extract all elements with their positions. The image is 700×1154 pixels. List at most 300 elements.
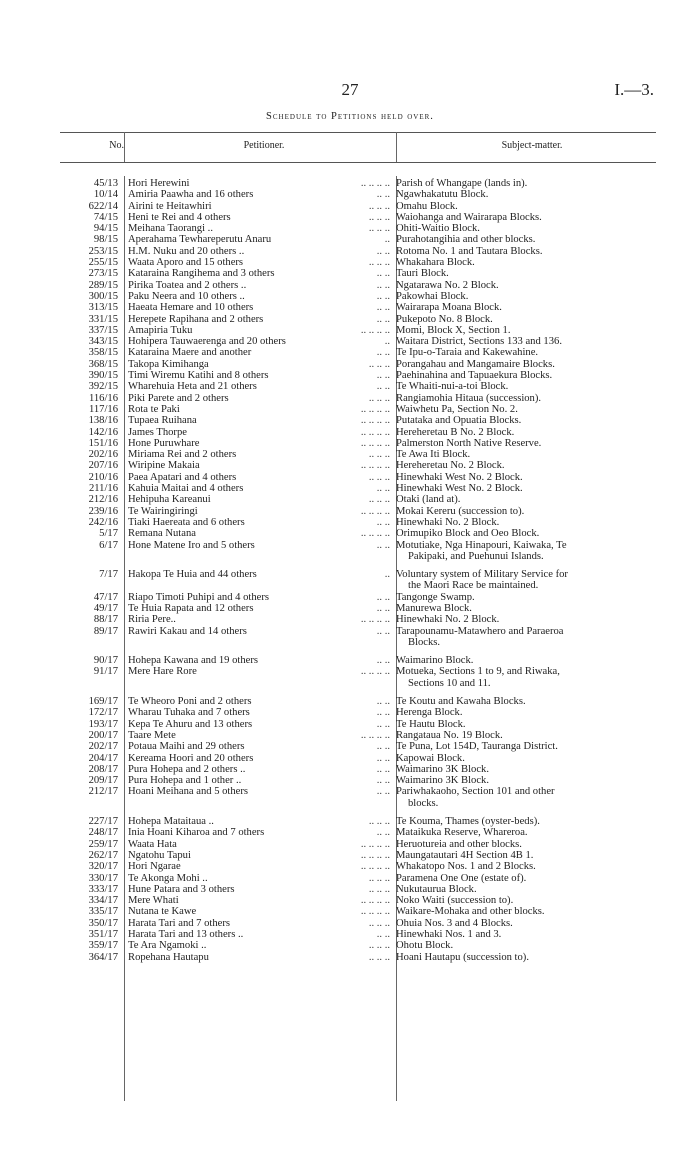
table-row [60, 268, 656, 279]
table-row [60, 666, 656, 689]
subject-cell [390, 719, 646, 730]
petition-number: 300/15 [88, 290, 118, 302]
petitioner-name: Te Huia Rapata and 12 others [128, 602, 254, 614]
subject-line: Waiwhetu Pa, Section No. 2. [396, 403, 518, 415]
table-row [60, 528, 656, 539]
petitioner-cell [124, 906, 390, 917]
leader-dots: .. .. .. .. [360, 178, 390, 189]
leader-dots: .. .. .. [368, 449, 390, 461]
leader-dots: .. .. [376, 245, 390, 257]
subject-cell [390, 827, 646, 838]
petition-number: 116/16 [88, 392, 118, 404]
leader-dots: .. .. .. .. [360, 666, 390, 678]
table-row [60, 696, 656, 707]
table-row [60, 347, 656, 358]
petitioner-name: James Thorpe [128, 426, 187, 438]
petitioner-name: Miriama Rei and 2 others [128, 449, 237, 461]
subject-cell [390, 268, 646, 279]
petitioner-name: Wharau Tuhaka and 7 others [128, 707, 250, 719]
petitioner-name: Harata Tari and 13 others .. [128, 929, 244, 940]
leader-dots: .. .. [376, 655, 390, 667]
subject-line: Wairarapa Moana Block. [396, 302, 502, 314]
petitioner-name: Hohepa Kawana and 19 others [128, 655, 259, 667]
petitioner-name: Timi Wiremu Katihi and 8 others [128, 370, 269, 382]
petition-number: 227/17 [88, 816, 118, 828]
table-row [60, 719, 656, 730]
petitions-table-body [60, 178, 656, 963]
petitioner-cell [124, 940, 390, 951]
subject-line: Ohotu Block. [396, 940, 454, 952]
leader-dots: .. .. [376, 290, 390, 302]
petitioner-name: Paku Neera and 10 others .. [128, 290, 245, 302]
petition-number: 47/17 [93, 591, 118, 603]
petition-number: 98/15 [93, 234, 118, 246]
petition-number: 622/14 [88, 200, 118, 212]
petitioner-name: Kereama Hoori and 20 others [128, 752, 254, 764]
subject-line: Rotoma No. 1 and Tautara Blocks. [396, 245, 543, 257]
leader-dots: .. .. [376, 539, 390, 551]
table-row [60, 861, 656, 872]
subject-line: Rangataua No. 19 Block. [396, 729, 503, 741]
table-row [60, 415, 656, 426]
subject-line: Te Puna, Lot 154D, Tauranga District. [396, 741, 558, 753]
subject-cell [390, 655, 646, 666]
petitioner-name: Wiripine Makaia [128, 460, 200, 472]
table-row [60, 753, 656, 764]
subject-cell [390, 370, 646, 381]
subject-cell [390, 603, 646, 614]
petitioner-name: Rota te Paki [128, 403, 180, 415]
petitioner-cell [124, 370, 390, 381]
table-row [60, 178, 656, 189]
subject-cell [390, 528, 646, 539]
subject-cell [390, 816, 646, 827]
subject-cell [390, 614, 646, 625]
subject-line: Waimarino 3K Block. [396, 775, 489, 787]
subject-cell [390, 427, 646, 438]
petitioner-cell [124, 884, 390, 895]
table-row [60, 906, 656, 917]
leader-dots: .. .. .. .. [360, 861, 390, 873]
petitioner-cell [124, 839, 390, 850]
subject-cell [390, 212, 646, 223]
petition-number: 242/16 [88, 516, 118, 528]
petition-number: 351/17 [88, 929, 118, 940]
table-row [60, 189, 656, 200]
petitioner-cell [124, 850, 390, 861]
petitioner-name: Potaua Maihi and 29 others [128, 741, 245, 753]
petitioner-name: Kepa Te Ahuru and 13 others [128, 718, 253, 730]
petitioner-name: Pura Hohepa and 1 other .. [128, 775, 242, 787]
table-row [60, 302, 656, 313]
leader-dots: .. [384, 234, 390, 246]
subject-cell [390, 234, 646, 245]
subject-cell [390, 223, 646, 234]
petitioner-cell [124, 302, 390, 313]
petitioner-cell [124, 592, 390, 603]
subject-cell [390, 775, 646, 786]
petitioner-cell [124, 393, 390, 404]
subject-cell [390, 178, 646, 189]
table-row [60, 741, 656, 752]
leader-dots: .. .. .. .. [360, 729, 390, 741]
subject-line: Hinewhaki Nos. 1 and 3. [396, 929, 502, 940]
table-row [60, 873, 656, 884]
petition-number: 117/16 [88, 403, 118, 415]
table-row [60, 381, 656, 392]
subject-line: Pukepoto No. 8 Block. [396, 313, 493, 325]
petitioner-cell [124, 347, 390, 358]
table-row [60, 404, 656, 415]
petitioner-cell [124, 234, 390, 245]
petitioner-name: H.M. Nuku and 20 others .. [128, 245, 245, 257]
subject-cell [390, 381, 646, 392]
table-row [60, 540, 656, 563]
subject-line: Ngawhakatutu Block. [396, 189, 489, 201]
petition-number: 262/17 [88, 849, 118, 861]
subject-line: Waikare-Mohaka and other blocks. [396, 906, 545, 918]
petitioner-cell [124, 764, 390, 775]
petitioner-cell [124, 483, 390, 494]
petitioner-name: Riria Pere.. [128, 614, 176, 626]
subject-line: Porangahau and Mangamaire Blocks. [396, 358, 555, 370]
subject-cell [390, 347, 646, 358]
subject-cell [390, 280, 646, 291]
petitioner-name: Hune Patara and 3 others [128, 883, 235, 895]
subject-line: Te Kouma, Thames (oyster-beds). [396, 816, 540, 828]
column-divider [396, 132, 397, 162]
subject-cell [390, 839, 646, 850]
petitioner-cell [124, 246, 390, 257]
petitioner-name: Ropehana Hautapu [128, 951, 209, 963]
petitioner-cell [124, 517, 390, 528]
petition-number: 289/15 [88, 279, 118, 291]
petitioner-name: Takopa Kimihanga [128, 358, 209, 370]
leader-dots: .. .. .. [368, 816, 390, 828]
table-row [60, 827, 656, 838]
subject-cell [390, 696, 646, 707]
petitioner-cell [124, 494, 390, 505]
petition-number: 359/17 [88, 940, 118, 952]
petitioner-cell [124, 603, 390, 614]
petitioner-name: Tupaea Ruihana [128, 415, 197, 427]
table-row [60, 764, 656, 775]
petitioner-name: Airini te Heitawhiri [128, 200, 212, 212]
table-row [60, 234, 656, 245]
subject-cell [390, 861, 646, 872]
petitioner-cell [124, 291, 390, 302]
petitioner-cell [124, 707, 390, 718]
subject-line: Orimupiko Block and Oeo Block. [396, 528, 540, 540]
petition-number: 142/16 [88, 426, 118, 438]
table-row [60, 427, 656, 438]
subject-cell [390, 449, 646, 460]
leader-dots: .. .. .. [368, 358, 390, 370]
subject-cell [390, 918, 646, 929]
petitioner-cell [124, 918, 390, 929]
subject-line: Te Koutu and Kawaha Blocks. [396, 696, 526, 708]
leader-dots: .. .. .. .. [360, 437, 390, 449]
petitioner-cell [124, 753, 390, 764]
table-header-rule [60, 162, 656, 163]
leader-dots: .. .. .. [368, 223, 390, 235]
subject-cell [390, 764, 646, 775]
petitioner-cell [124, 438, 390, 449]
subject-line: Ohiti-Waitio Block. [396, 223, 480, 235]
petitioner-name: Wharehuia Heta and 21 others [128, 381, 257, 393]
petition-number: 313/15 [88, 302, 118, 314]
table-row [60, 325, 656, 336]
table-row [60, 952, 656, 963]
petition-number: 172/17 [88, 707, 118, 719]
table-row [60, 393, 656, 404]
document-reference: I.—3. [614, 80, 654, 99]
subject-line: Motutiake, Nga Hinapouri, Kaiwaka, Te [396, 539, 567, 551]
subject-cell [390, 483, 646, 494]
petitioner-cell [124, 730, 390, 741]
table-row [60, 569, 656, 592]
table-row [60, 506, 656, 517]
subject-line: Te Awa Iti Block. [396, 449, 471, 461]
subject-line: Paehinahina and Tapuaekura Blocks. [396, 370, 553, 382]
petitioner-cell [124, 741, 390, 752]
petition-number: 390/15 [88, 370, 118, 382]
petitioner-cell [124, 626, 390, 649]
petitioner-cell [124, 569, 390, 592]
subject-line: Pakowhai Block. [396, 290, 469, 302]
petitioner-cell [124, 314, 390, 325]
leader-dots: .. .. [376, 929, 390, 940]
leader-dots: .. .. .. .. [360, 505, 390, 517]
petitioner-name: Te Ara Ngamoki .. [128, 940, 207, 952]
petitioner-name: Hone Puruwhare [128, 437, 200, 449]
subject-line: Nukutaurua Block. [396, 883, 477, 895]
petition-number: 193/17 [88, 718, 118, 730]
petitioner-name: Hori Ngarae [128, 861, 181, 873]
subject-cell [390, 438, 646, 449]
table-row [60, 472, 656, 483]
leader-dots: .. .. .. [368, 940, 390, 952]
petitioner-name: Pirika Toatea and 2 others .. [128, 279, 247, 291]
subject-cell [390, 336, 646, 347]
table-row [60, 775, 656, 786]
subject-cell [390, 359, 646, 370]
subject-line: Te Hautu Block. [396, 718, 466, 730]
header-petitioner: Petitioner. [243, 140, 285, 151]
petition-number: 49/17 [93, 602, 118, 614]
subject-cell [390, 707, 646, 718]
subject-cell [390, 393, 646, 404]
table-row [60, 929, 656, 940]
leader-dots: .. .. [376, 381, 390, 393]
leader-dots: .. .. [376, 786, 390, 798]
petitioner-cell [124, 506, 390, 517]
petitioner-name: Hakopa Te Huia and 44 others [128, 569, 257, 581]
subject-line: Whakatopo Nos. 1 and 2 Blocks. [396, 861, 536, 873]
petitioner-name: Aperahama Tewhareperutu Anaru [128, 234, 272, 246]
subject-line: Hereheretau No. 2 Block. [396, 460, 505, 472]
subject-cell [390, 291, 646, 302]
petition-number: 7/17 [99, 569, 118, 581]
leader-dots: .. .. .. .. [360, 614, 390, 626]
petition-number: 364/17 [88, 951, 118, 963]
petitioner-name: Harata Tari and 7 others [128, 917, 231, 929]
petitioner-cell [124, 189, 390, 200]
petitioner-name: Waata Aporo and 15 others [128, 257, 244, 269]
subject-line: Maungatautari 4H Section 4B 1. [396, 849, 534, 861]
table-row [60, 940, 656, 951]
petitioner-name: Te Akonga Mohi .. [128, 872, 208, 884]
subject-line: Mokai Kereru (succession to). [396, 505, 525, 517]
petitioner-name: Nutana te Kawe [128, 906, 197, 918]
subject-line: Parish of Whangape (lands in). [396, 178, 528, 189]
subject-cell [390, 626, 646, 649]
subject-cell [390, 786, 646, 809]
petition-number: 248/17 [88, 827, 118, 839]
petitioner-name: Mere Whati [128, 895, 179, 907]
petitioner-cell [124, 212, 390, 223]
petitioner-name: Waata Hata [128, 838, 177, 850]
subject-line: Paramena One One (estate of). [396, 872, 527, 884]
table-row [60, 201, 656, 212]
subject-cell [390, 741, 646, 752]
header-no: No. [109, 140, 124, 151]
table-row [60, 223, 656, 234]
leader-dots: .. .. .. [368, 883, 390, 895]
petitioner-cell [124, 861, 390, 872]
petition-number: 273/15 [88, 268, 118, 280]
subject-line: the Maori Race be maintained. [408, 580, 539, 592]
petitioner-cell [124, 201, 390, 212]
petitioner-name: Hone Matene Iro and 5 others [128, 539, 255, 551]
subject-line: Pariwhakaoho, Section 101 and other [396, 786, 555, 798]
petitioner-name: Kataraina Maere and another [128, 347, 252, 359]
subject-cell [390, 314, 646, 325]
petition-number: 10/14 [93, 189, 118, 201]
leader-dots: .. .. [376, 347, 390, 359]
petitioner-cell [124, 268, 390, 279]
header-subject: Subject-matter. [501, 140, 563, 151]
subject-line: Otaki (land at). [396, 494, 461, 506]
petition-number: 138/16 [88, 415, 118, 427]
subject-line: Waitara District, Sections 133 and 136. [396, 336, 562, 348]
petitioner-cell [124, 666, 390, 689]
petitioner-cell [124, 325, 390, 336]
petition-number: 6/17 [99, 539, 118, 551]
subject-cell [390, 517, 646, 528]
leader-dots: .. .. .. .. [360, 895, 390, 907]
subject-cell [390, 666, 646, 689]
table-row [60, 850, 656, 861]
petition-number: 89/17 [93, 625, 118, 637]
table-row [60, 603, 656, 614]
petitioner-name: Herepete Rapihana and 2 others [128, 313, 264, 325]
subject-cell [390, 906, 646, 917]
table-top-rule [60, 132, 656, 133]
petitioner-cell [124, 540, 390, 563]
leader-dots: .. .. .. .. [360, 460, 390, 472]
leader-dots: .. [384, 569, 390, 581]
table-row [60, 291, 656, 302]
table-row [60, 280, 656, 291]
petition-number: 253/15 [88, 245, 118, 257]
table-row [60, 614, 656, 625]
petitioner-cell [124, 415, 390, 426]
petitioner-name: Mere Hare Rore [128, 666, 197, 678]
leader-dots: .. .. .. .. [360, 403, 390, 415]
leader-dots: .. .. .. .. [360, 906, 390, 918]
petition-number: 392/15 [88, 381, 118, 393]
petitioner-name: Kahuia Maitai and 4 others [128, 483, 244, 495]
subject-line: Ngatarawa No. 2 Block. [396, 279, 499, 291]
petitioner-name: Hoani Meihana and 5 others [128, 786, 249, 798]
petition-number: 335/17 [88, 906, 118, 918]
petitioner-name: Ngatohu Tapui [128, 849, 191, 861]
petitioner-cell [124, 449, 390, 460]
subject-line: Hinewhaki No. 2 Block. [396, 516, 500, 528]
leader-dots: .. .. [376, 707, 390, 719]
subject-cell [390, 472, 646, 483]
table-row [60, 884, 656, 895]
petitioner-name: Heni te Rei and 4 others [128, 211, 231, 223]
leader-dots: .. .. .. [368, 872, 390, 884]
subject-line: Waimarino Block. [396, 655, 474, 667]
subject-cell [390, 569, 646, 592]
leader-dots: .. .. [376, 741, 390, 753]
petitioner-name: Piki Parete and 2 others [128, 392, 229, 404]
petitioner-cell [124, 775, 390, 786]
subject-line: Palmerston North Native Reserve. [396, 437, 542, 449]
table-row [60, 438, 656, 449]
table-row [60, 336, 656, 347]
subject-line: Te Ipu-o-Taraia and Kakewahine. [396, 347, 539, 359]
subject-line: Waiohanga and Wairarapa Blocks. [396, 211, 542, 223]
petition-number: 202/16 [88, 449, 118, 461]
petition-number: 151/16 [88, 437, 118, 449]
table-row [60, 449, 656, 460]
petition-number: 211/16 [88, 483, 118, 495]
subject-line: Putataka and Opuatia Blocks. [396, 415, 522, 427]
table-row [60, 212, 656, 223]
petitioner-name: Hori Herewini [128, 178, 190, 189]
leader-dots: .. .. .. .. [360, 426, 390, 438]
petitioner-cell [124, 873, 390, 884]
leader-dots: .. .. [376, 696, 390, 708]
table-row [60, 655, 656, 666]
leader-dots: .. .. [376, 279, 390, 291]
petitioner-name: Meihana Taorangi .. [128, 223, 213, 235]
subject-cell [390, 884, 646, 895]
leader-dots: .. .. [376, 516, 390, 528]
subject-cell [390, 460, 646, 471]
subject-line: Kapowai Block. [396, 752, 465, 764]
subject-line: Rangiamohia Hitaua (succession). [396, 392, 542, 404]
petition-number: 208/17 [88, 763, 118, 775]
subject-cell [390, 494, 646, 505]
subject-line: blocks. [408, 797, 439, 809]
petitioner-cell [124, 895, 390, 906]
petitioner-name: Hehipuha Kareanui [128, 494, 211, 506]
petitioner-cell [124, 178, 390, 189]
table-row [60, 359, 656, 370]
schedule-title: Schedule to Petitions held over. [266, 111, 434, 122]
petition-number: 255/15 [88, 257, 118, 269]
petition-number: 88/17 [93, 614, 118, 626]
petition-number: 204/17 [88, 752, 118, 764]
subject-line: Waimarino 3K Block. [396, 763, 489, 775]
subject-cell [390, 753, 646, 764]
table-row [60, 314, 656, 325]
